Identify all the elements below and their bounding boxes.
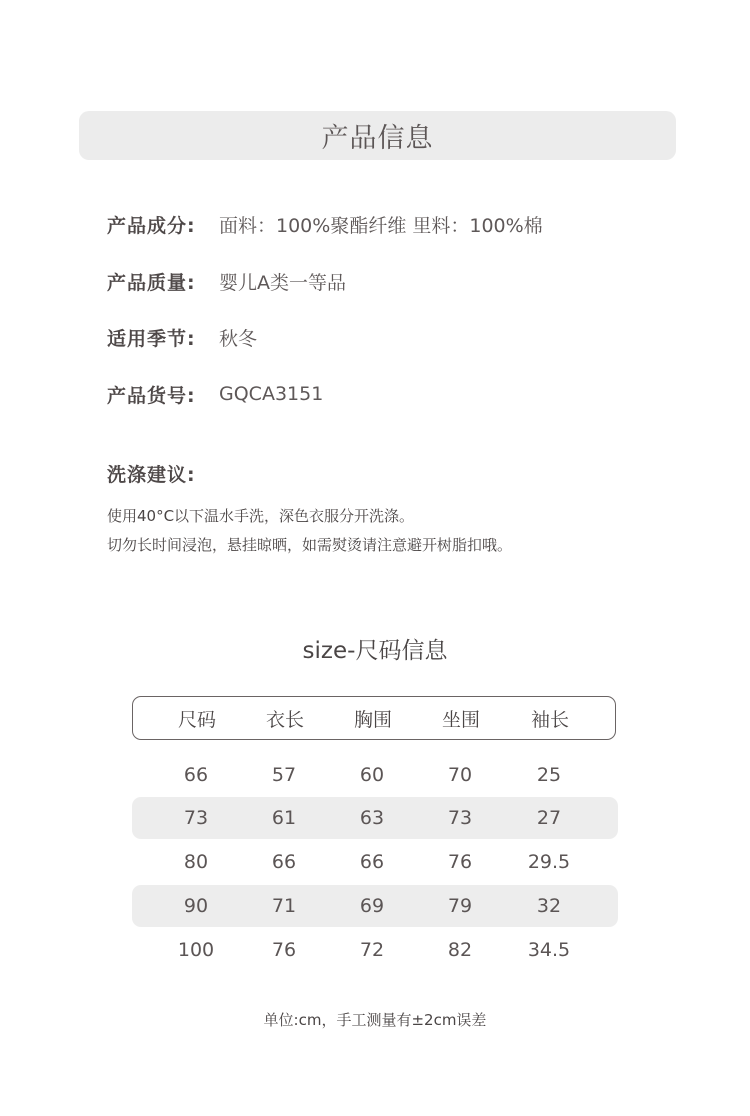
table-cell: 90 bbox=[183, 895, 209, 917]
table-cell: 32 bbox=[536, 895, 562, 917]
info-row-material bbox=[107, 209, 543, 239]
info-row-quality bbox=[107, 266, 346, 296]
table-row bbox=[132, 754, 618, 796]
care-heading: 洗涤建议: bbox=[107, 464, 196, 486]
info-label: 适用季节: bbox=[107, 327, 196, 350]
table-cell: 34.5 bbox=[527, 939, 571, 961]
table-cell: 61 bbox=[271, 807, 297, 829]
table-cell: 82 bbox=[447, 939, 473, 961]
info-label: 产品质量: bbox=[107, 271, 196, 294]
info-value: 婴儿A类一等品 bbox=[219, 271, 346, 294]
info-label: 产品成分: bbox=[107, 214, 196, 237]
table-cell: 72 bbox=[359, 939, 385, 961]
section-title: 产品信息 bbox=[321, 123, 434, 154]
info-value: 面料：100%聚酯纤维 里料：100%棉 bbox=[219, 214, 543, 237]
table-cell: 80 bbox=[183, 851, 209, 873]
table-cell: 76 bbox=[447, 851, 473, 873]
care-line: 使用40°C以下温水手洗，深色衣服分开洗涤。 bbox=[107, 507, 415, 525]
header-cell: 尺码 bbox=[177, 708, 216, 731]
size-table-header bbox=[132, 696, 616, 740]
info-value: GQCA3151 bbox=[219, 383, 324, 405]
table-cell: 71 bbox=[271, 895, 297, 917]
table-cell: 57 bbox=[271, 764, 297, 786]
info-row-season bbox=[107, 322, 257, 352]
info-row-item-number bbox=[107, 379, 323, 409]
section-banner bbox=[79, 111, 676, 160]
table-cell: 100 bbox=[177, 939, 215, 961]
table-row bbox=[132, 797, 618, 839]
header-cell: 胸围 bbox=[353, 708, 392, 731]
table-cell: 66 bbox=[271, 851, 297, 873]
care-line: 切勿长时间浸泡，悬挂晾晒，如需熨烫请注意避开树脂扣哦。 bbox=[107, 536, 513, 554]
table-cell: 66 bbox=[183, 764, 209, 786]
header-cell: 衣长 bbox=[265, 708, 304, 731]
header-cell: 坐围 bbox=[441, 708, 480, 731]
table-cell: 73 bbox=[183, 807, 209, 829]
measurement-note: 单位:cm，手工测量有±2cm误差 bbox=[263, 1011, 487, 1029]
table-cell: 66 bbox=[359, 851, 385, 873]
table-cell: 73 bbox=[447, 807, 473, 829]
table-cell: 69 bbox=[359, 895, 385, 917]
table-row bbox=[132, 841, 618, 883]
table-cell: 60 bbox=[359, 764, 385, 786]
table-row bbox=[132, 929, 618, 971]
table-row bbox=[132, 885, 618, 927]
info-value: 秋冬 bbox=[219, 327, 258, 350]
table-cell: 79 bbox=[447, 895, 473, 917]
header-cell: 袖长 bbox=[530, 708, 569, 731]
table-cell: 27 bbox=[536, 807, 562, 829]
size-table-title: size-尺码信息 bbox=[302, 638, 448, 664]
table-cell: 29.5 bbox=[527, 851, 571, 873]
table-cell: 25 bbox=[536, 764, 562, 786]
info-label: 产品货号: bbox=[107, 384, 196, 407]
table-cell: 70 bbox=[447, 764, 473, 786]
table-cell: 63 bbox=[359, 807, 385, 829]
table-cell: 76 bbox=[271, 939, 297, 961]
